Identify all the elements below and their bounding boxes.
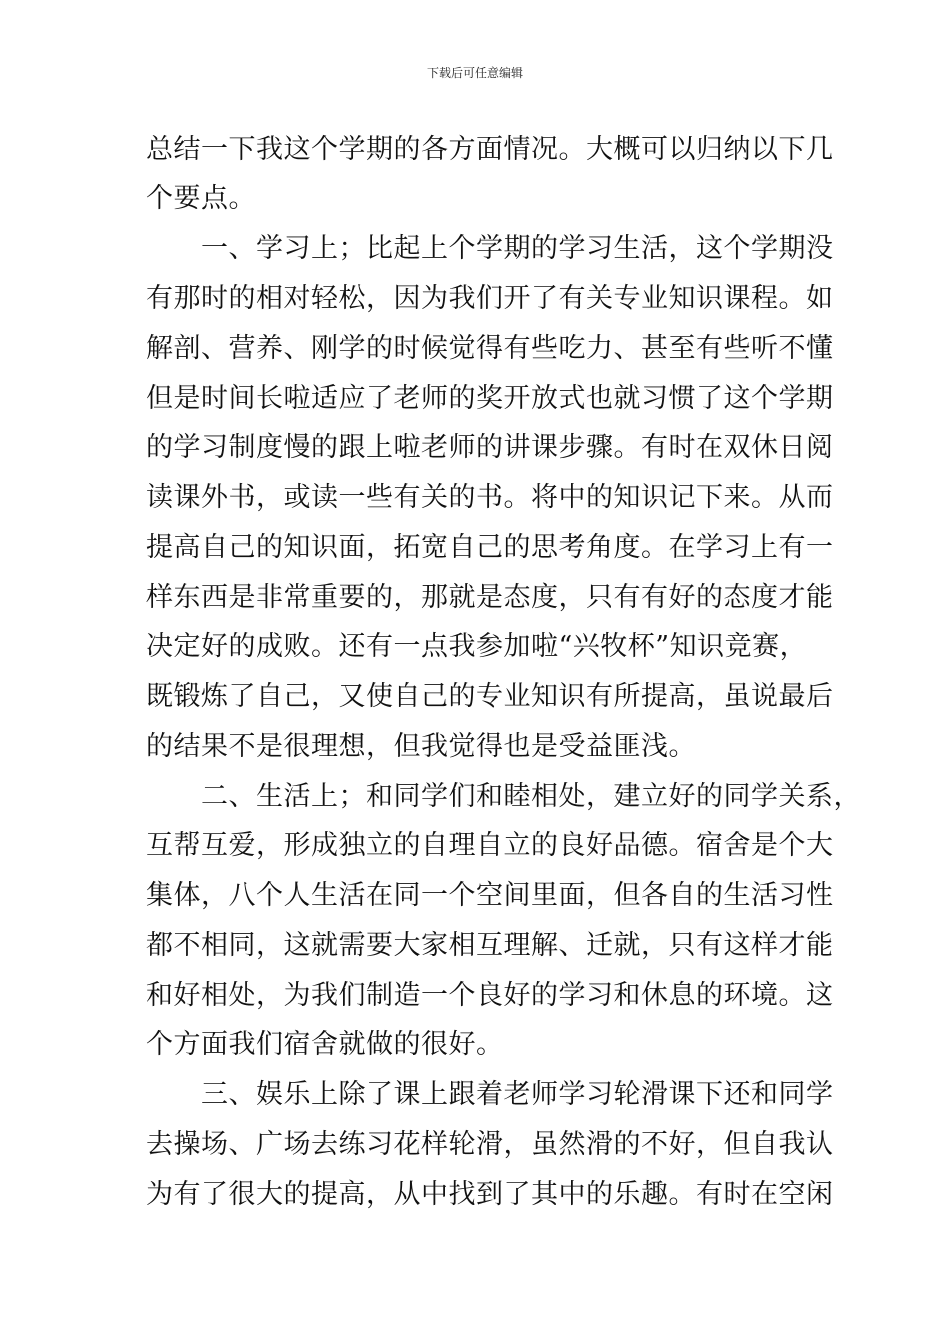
body-text-line: 和好相处，为我们制造一个良好的学习和休息的环境。这 [146,980,834,1011]
body-text-line: 解剖、营养、刚学的时候觉得有些吃力、甚至有些听不懂 [146,333,834,364]
body-text-line: 有那时的相对轻松，因为我们开了有关专业知识课程。如 [146,283,834,314]
body-text-line: 去操场、广场去练习花样轮滑，虽然滑的不好，但自我认 [146,1129,834,1160]
body-text-line: 的结果不是很理想，但我觉得也是受益匪浅。 [146,731,696,762]
paragraph-3-start: 三、娱乐上除了课上跟着老师学习轮滑课下还和同学 [201,1079,834,1110]
body-text-line: 互帮互爱，形成独立的自理自立的良好品德。宿舍是个大 [146,830,834,861]
paragraph-2-start: 二、生活上；和同学们和睦相处，建立好的同学关系， [201,781,861,812]
body-text-line: 都不相同，这就需要大家相互理解、迁就，只有这样才能 [146,930,834,961]
body-text-line: 个方面我们宿舍就做的很好。 [146,1029,504,1060]
paragraph-1-start: 一、学习上；比起上个学期的学习生活，这个学期没 [201,233,834,264]
body-text-line: 集体，八个人生活在同一个空间里面，但各自的生活习性 [146,880,834,911]
page-header-note: 下载后可任意编辑 [426,66,523,80]
body-text-line: 读课外书，或读一些有关的书。将中的知识记下来。从而 [146,482,834,513]
body-text-line: 的学习制度慢的跟上啦老师的讲课步骤。有时在双休日阅 [146,432,834,463]
body-text-line: 为有了很大的提高，从中找到了其中的乐趣。有时在空闲 [146,1179,834,1210]
body-text-line: 总结一下我这个学期的各方面情况。大概可以归纳以下几 [146,134,834,165]
body-text-line: 决定好的成败。还有一点我参加啦“兴牧杯”知识竞赛， [146,631,808,662]
body-text-line: 既锻炼了自己，又使自己的专业知识有所提高，虽说最后 [146,681,834,712]
body-text-line: 提高自己的知识面，拓宽自己的思考角度。在学习上有一 [146,532,834,563]
body-text-line: 样东西是非常重要的，那就是态度，只有有好的态度才能 [146,582,834,613]
body-text-line: 个要点。 [146,183,256,214]
body-text-line: 但是时间长啦适应了老师的奖开放式也就习惯了这个学期 [146,383,834,414]
